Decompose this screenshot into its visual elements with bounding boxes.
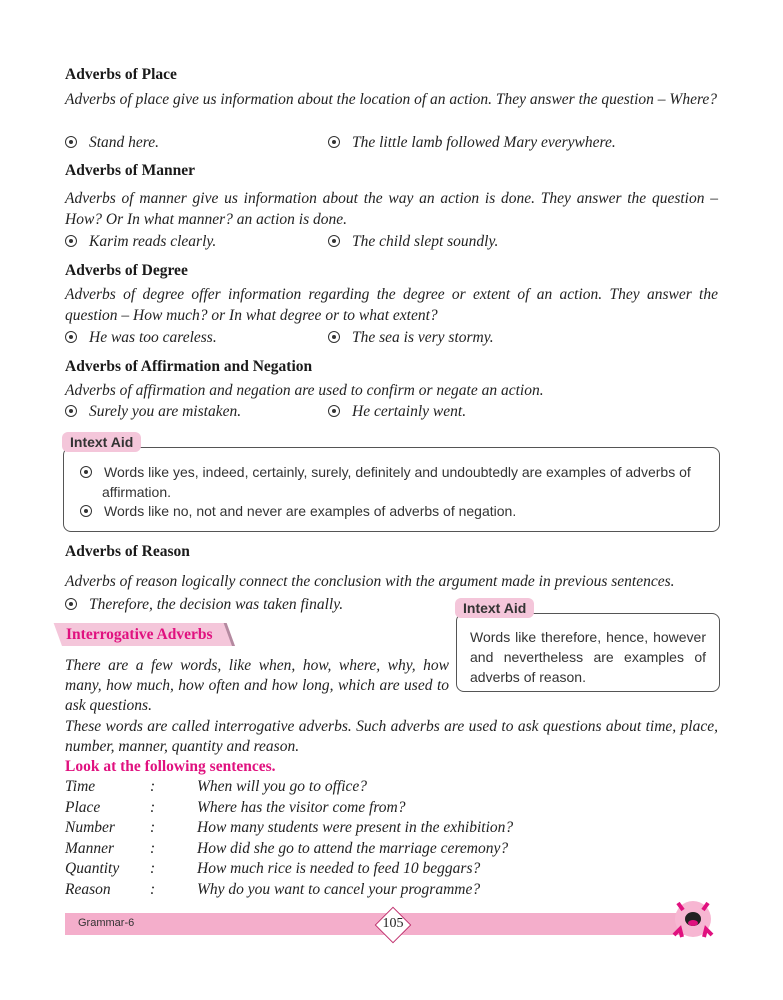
heading-reason: Adverbs of Reason [65, 543, 190, 560]
para-interrogative: There are a few words, like when, how, where, why, how many, how much, how often and how long, which are used to ask questions. [65, 657, 449, 714]
bullet-icon [80, 505, 92, 517]
bullet-icon [65, 405, 77, 417]
book-title: Grammar-6 [78, 917, 135, 929]
row-question: When will you go to office? [197, 778, 368, 795]
example: The child slept soundly. [328, 233, 498, 251]
example: Surely you are mistaken. [65, 403, 241, 421]
row-colon: : [150, 881, 156, 898]
bullet-icon [65, 136, 77, 148]
para-place: Adverbs of place give us information about the location of an action. They answer the question – Where? [65, 91, 718, 108]
row-label: Time [65, 778, 96, 795]
row-colon: : [150, 860, 156, 878]
row-question: How much rice is needed to feed 10 beggars? [197, 860, 481, 878]
row-colon: : [150, 798, 156, 816]
heading-interrogative: Interrogative Adverbs [66, 626, 213, 643]
look-heading: Look at the following sentences. [65, 758, 276, 775]
mascot-icon [668, 895, 718, 945]
bullet-icon [65, 598, 77, 610]
row-question: Where has the visitor come from? [197, 798, 406, 816]
row-colon: : [150, 778, 156, 795]
para-manner: Adverbs of manner give us information about the way an action is done. They answer the question – How? Or In what manner? an action is done. [65, 190, 718, 228]
row-label: Quantity [65, 860, 120, 878]
bullet-icon [328, 136, 340, 148]
row-colon: : [150, 819, 156, 837]
bullet-icon [328, 405, 340, 417]
bullet-icon [65, 235, 77, 247]
example: Therefore, the decision was taken finally. [65, 596, 343, 614]
row-question: How many students were present in the exhibition? [197, 819, 514, 837]
bullet-icon [65, 331, 77, 343]
row-question: How did she go to attend the marriage ceremony? [197, 839, 509, 857]
bullet-icon [328, 331, 340, 343]
row-label: Reason [65, 881, 111, 898]
bullet-icon [80, 466, 92, 478]
para-degree: Adverbs of degree offer information regarding the degree or extent of an action. They answer the question – How much? or In what degree or to what extent? [65, 286, 718, 324]
row-label: Number [65, 819, 115, 837]
row-label: Manner [65, 839, 115, 857]
example: He was too careless. [65, 329, 217, 347]
example: The little lamb followed Mary everywhere. [328, 134, 616, 152]
page-number: 105 [382, 916, 404, 931]
intext-item: Words like no, not and never are examples of adverbs of negation. [80, 503, 516, 519]
example: Stand here. [65, 134, 159, 152]
row-question: Why do you want to cancel your programme? [197, 881, 481, 898]
intext-aid-label: Intext Aid [62, 432, 141, 452]
heading-degree: Adverbs of Degree [65, 262, 188, 279]
heading-affirmation: Adverbs of Affirmation and Negation [65, 358, 313, 375]
bullet-icon [328, 235, 340, 247]
intext-text: Words like therefore, hence, however and nevertheless are examples of adverbs of reason. [470, 629, 706, 685]
example: Karim reads clearly. [65, 233, 216, 251]
example: He certainly went. [328, 403, 466, 421]
intext-aid-label: Intext Aid [455, 598, 534, 618]
para-interrogative-2: These words are called interrogative adverbs. Such adverbs are used to ask questions about time, place, number, manner, quantity and reason. [65, 718, 718, 755]
intext-item: Words like yes, indeed, certainly, surely, definitely and undoubtedly are examples of adverbs of affirmation. [80, 462, 727, 502]
row-colon: : [150, 839, 156, 857]
row-label: Place [65, 798, 101, 816]
heading-place: Adverbs of Place [65, 66, 177, 83]
para-affirmation: Adverbs of affirmation and negation are used to confirm or negate an action. [65, 382, 544, 399]
para-reason: Adverbs of reason logically connect the conclusion with the argument made in previous sentences. [65, 573, 675, 590]
heading-manner: Adverbs of Manner [65, 162, 196, 179]
example: The sea is very stormy. [328, 329, 494, 347]
